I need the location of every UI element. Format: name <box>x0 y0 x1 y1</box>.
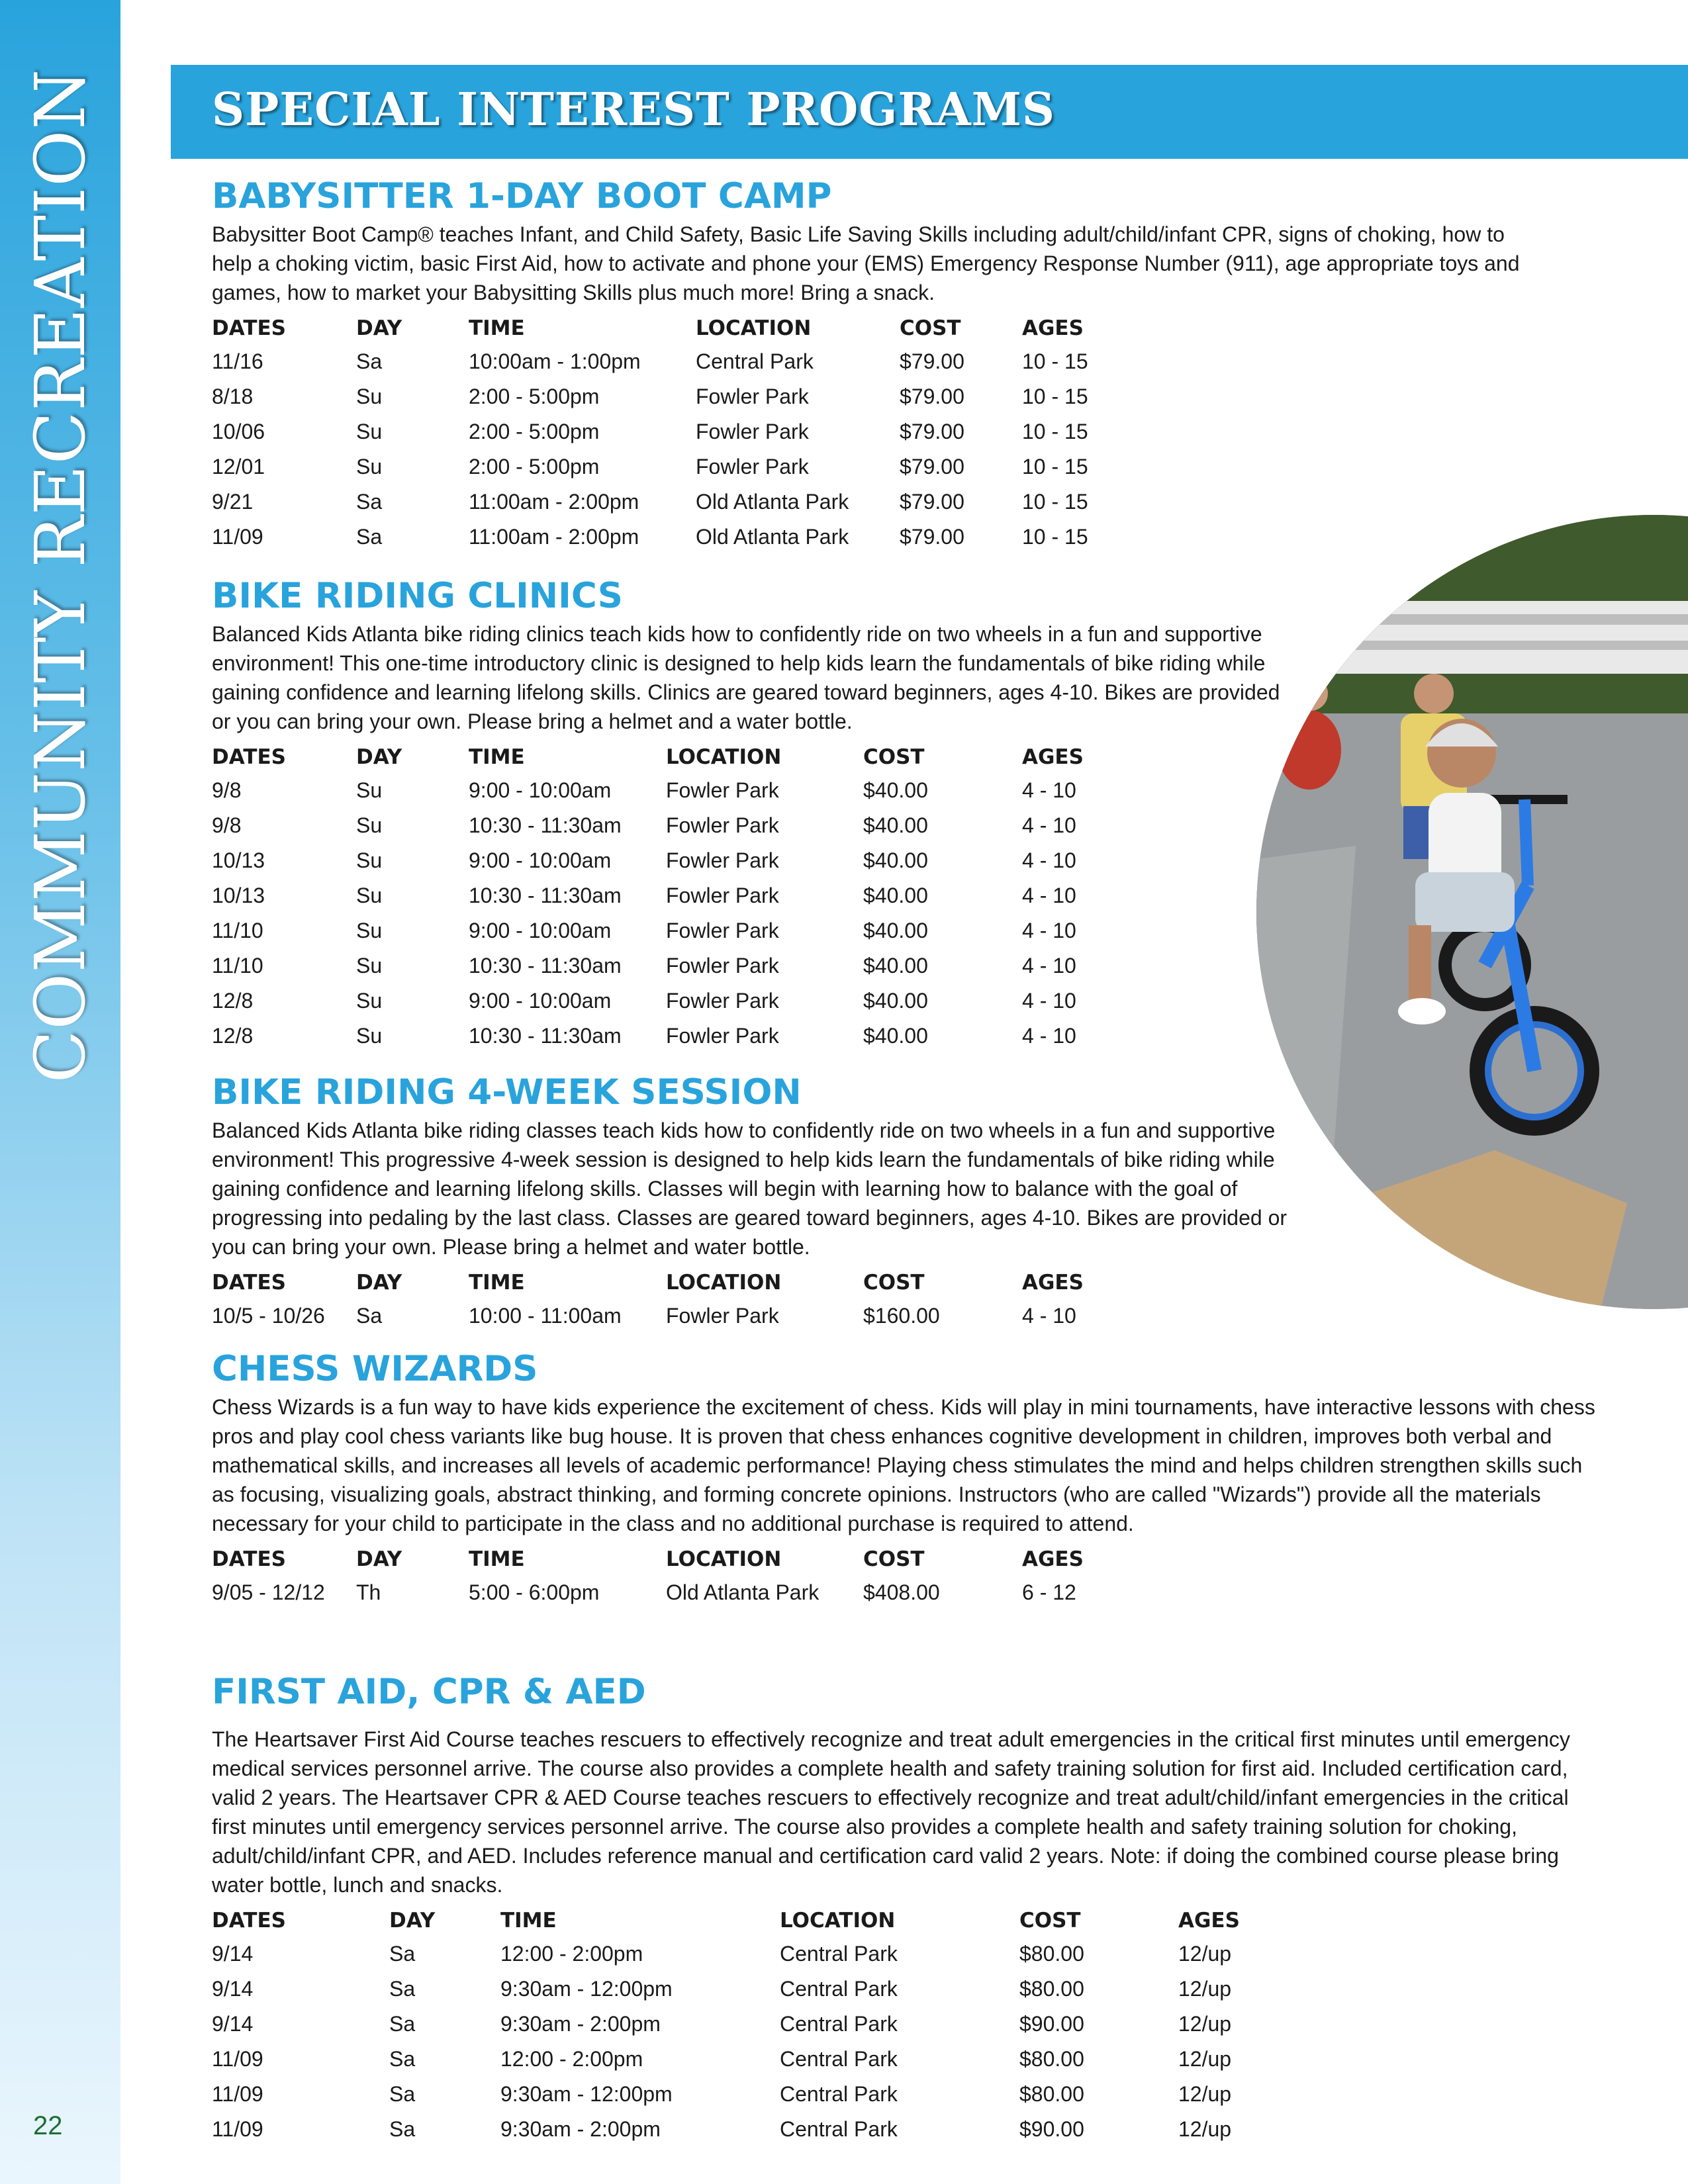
cell-time: 10:30 - 11:30am <box>469 884 622 907</box>
cell-day: Sa <box>389 2012 416 2036</box>
cell-cost: $40.00 <box>863 813 928 837</box>
header-ages: AGES <box>1022 316 1084 340</box>
header-day: DAY <box>356 1271 402 1295</box>
cell-location: Fowler Park <box>666 1304 779 1328</box>
cell-time: 12:00 - 2:00pm <box>500 1942 643 1966</box>
cell-location: Central Park <box>780 2082 898 2106</box>
bike-clinics-section <box>212 573 1297 1054</box>
cell-date: 9/14 <box>212 1977 254 2001</box>
header-ages: AGES <box>1022 1547 1084 1571</box>
cell-day: Sa <box>356 1304 383 1328</box>
header-dates: DATES <box>212 1909 286 1933</box>
header-time: TIME <box>469 1271 525 1295</box>
cell-location: Fowler Park <box>666 954 779 978</box>
cell-date: 10/13 <box>212 884 265 907</box>
cell-cost: $40.00 <box>863 989 928 1013</box>
table-header-row <box>212 312 1121 344</box>
header-cost: COST <box>863 1271 925 1295</box>
table-body <box>212 773 1121 1054</box>
cell-ages: 4 - 10 <box>1022 884 1076 907</box>
header-day: DAY <box>356 1547 402 1571</box>
table-row <box>212 843 1121 878</box>
cell-cost: $408.00 <box>863 1580 940 1604</box>
table-body <box>212 1575 1121 1610</box>
table-row <box>212 2007 1278 2042</box>
page-number: 22 <box>33 2111 63 2140</box>
cell-day: Sa <box>356 349 383 373</box>
cell-ages: 10 - 15 <box>1022 385 1088 408</box>
cell-day: Su <box>356 778 383 802</box>
cell-ages: 4 - 10 <box>1022 848 1076 872</box>
cell-time: 9:00 - 10:00am <box>469 919 612 942</box>
table-row <box>212 808 1121 843</box>
table-row <box>212 379 1121 414</box>
cell-date: 11/09 <box>212 2047 263 2071</box>
chess-section <box>212 1346 1595 1610</box>
header-time: TIME <box>469 316 525 340</box>
table-row <box>212 773 1121 808</box>
banner-title: SPECIAL INTEREST PROGRAMS <box>212 83 1055 136</box>
table-row <box>212 948 1121 983</box>
header-time: TIME <box>500 1909 557 1933</box>
first-aid-schedule-table <box>212 1905 1278 2147</box>
header-dates: DATES <box>212 1547 286 1571</box>
cell-location: Fowler Park <box>666 813 779 837</box>
cell-cost: $80.00 <box>1019 1977 1084 2001</box>
cell-day: Su <box>356 1024 383 1048</box>
cell-cost: $40.00 <box>863 1024 928 1048</box>
cell-location: Central Park <box>780 2012 898 2036</box>
cell-time: 9:30am - 12:00pm <box>500 1977 673 2001</box>
cell-cost: $40.00 <box>863 778 928 802</box>
table-row <box>212 878 1121 913</box>
cell-location: Fowler Park <box>696 420 809 443</box>
cell-cost: $80.00 <box>1019 2047 1084 2071</box>
cell-ages: 10 - 15 <box>1022 525 1088 549</box>
bike-clinics-title: BIKE RIDING CLINICS <box>212 576 623 616</box>
cell-date: 11/09 <box>212 525 263 549</box>
cell-date: 8/18 <box>212 385 254 408</box>
table-header-row <box>212 1267 1121 1298</box>
cell-date: 9/05 - 12/12 <box>212 1580 325 1604</box>
cell-cost: $79.00 <box>900 490 964 514</box>
cell-cost: $90.00 <box>1019 2117 1084 2141</box>
cell-time: 11:00am - 2:00pm <box>469 490 639 514</box>
cell-location: Central Park <box>780 2047 898 2071</box>
header-location: LOCATION <box>666 1547 782 1571</box>
cell-cost: $40.00 <box>863 954 928 978</box>
bike-session-schedule-table <box>212 1267 1121 1334</box>
cell-location: Fowler Park <box>666 919 779 942</box>
cell-ages: 4 - 10 <box>1022 919 1076 942</box>
cell-cost: $40.00 <box>863 848 928 872</box>
cell-time: 11:00am - 2:00pm <box>469 525 639 549</box>
chess-schedule-table <box>212 1543 1121 1610</box>
cell-date: 12/01 <box>212 455 265 478</box>
cell-date: 9/8 <box>212 778 242 802</box>
table-row <box>212 1936 1278 1972</box>
table-row <box>212 983 1121 1019</box>
cell-day: Su <box>356 455 383 478</box>
cell-time: 2:00 - 5:00pm <box>469 420 600 443</box>
header-location: LOCATION <box>696 316 812 340</box>
chess-title: CHESS WIZARDS <box>212 1349 538 1389</box>
header-dates: DATES <box>212 316 286 340</box>
sidebar <box>0 0 120 2184</box>
cell-ages: 12/up <box>1178 2047 1232 2071</box>
cell-ages: 4 - 10 <box>1022 1024 1076 1048</box>
header-location: LOCATION <box>780 1909 896 1933</box>
header-ages: AGES <box>1022 1271 1084 1295</box>
table-body <box>212 1298 1121 1334</box>
cell-date: 12/8 <box>212 989 254 1013</box>
cell-day: Th <box>356 1580 381 1604</box>
table-row <box>212 2042 1278 2077</box>
cell-ages: 4 - 10 <box>1022 1304 1076 1328</box>
sidebar-title: COMMUNITY RECREATION <box>20 68 101 1083</box>
cell-cost: $80.00 <box>1019 1942 1084 1966</box>
table-row <box>212 484 1121 520</box>
cell-date: 9/14 <box>212 1942 254 1966</box>
bike-photo-illustration <box>1256 515 1688 1309</box>
cell-date: 9/21 <box>212 490 254 514</box>
table-body <box>212 1936 1278 2147</box>
cell-ages: 4 - 10 <box>1022 989 1076 1013</box>
cell-ages: 12/up <box>1178 1977 1232 2001</box>
cell-ages: 4 - 10 <box>1022 813 1076 837</box>
cell-ages: 12/up <box>1178 2012 1232 2036</box>
cell-cost: $80.00 <box>1019 2082 1084 2106</box>
header-ages: AGES <box>1022 745 1084 769</box>
bike-session-title: BIKE RIDING 4-WEEK SESSION <box>212 1072 802 1113</box>
cell-location: Fowler Park <box>696 385 809 408</box>
bike-photo <box>1256 515 1688 1309</box>
chess-description: Chess Wizards is a fun way to have kids experience the excitement of chess. Kids will play in mini tournaments, have interactive lessons with chess pros and play cool chess variants like bug house. It is proven that chess enhances cognitive development in children, improves both verbal and mathematical skills, and increases all levels of academic performance! Playing chess stimulates the mind and helps children strengthen skills such as focusing, visualizing goals, abstract thinking, and forming concrete opinions. Instructors (who are called "Wizards") provide all the materials necessary for your child to participate in the class and no additional purchase is required to attend. <box>212 1395 1595 1535</box>
header-location: LOCATION <box>666 1271 782 1295</box>
cell-date: 12/8 <box>212 1024 254 1048</box>
cell-ages: 12/up <box>1178 1942 1232 1966</box>
cell-day: Sa <box>389 2082 416 2106</box>
cell-date: 10/13 <box>212 848 265 872</box>
cell-location: Fowler Park <box>696 455 809 478</box>
cell-day: Su <box>356 919 383 942</box>
cell-location: Old Atlanta Park <box>666 1580 820 1604</box>
cell-time: 9:00 - 10:00am <box>469 778 612 802</box>
table-row <box>212 1019 1121 1054</box>
cell-date: 11/09 <box>212 2117 263 2141</box>
cell-ages: 10 - 15 <box>1022 349 1088 373</box>
cell-time: 2:00 - 5:00pm <box>469 455 600 478</box>
cell-time: 10:00 - 11:00am <box>469 1304 622 1328</box>
table-header-row <box>212 1905 1278 1936</box>
table-header-row <box>212 1543 1121 1575</box>
table-row <box>212 520 1121 555</box>
cell-ages: 6 - 12 <box>1022 1580 1076 1604</box>
header-dates: DATES <box>212 1271 286 1295</box>
cell-cost: $79.00 <box>900 349 964 373</box>
cell-day: Sa <box>389 2047 416 2071</box>
cell-time: 12:00 - 2:00pm <box>500 2047 643 2071</box>
table-row <box>212 344 1121 379</box>
table-row <box>212 2112 1278 2147</box>
cell-location: Central Park <box>780 1942 898 1966</box>
cell-cost: $79.00 <box>900 525 964 549</box>
cell-day: Su <box>356 954 383 978</box>
first-aid-title: FIRST AID, CPR & AED <box>212 1672 646 1712</box>
table-row <box>212 1972 1278 2007</box>
table-header-row <box>212 741 1121 773</box>
cell-location: Old Atlanta Park <box>696 490 849 514</box>
cell-date: 11/10 <box>212 954 263 978</box>
bike-session-section <box>212 1069 1291 1334</box>
header-day: DAY <box>356 316 402 340</box>
cell-cost: $40.00 <box>863 919 928 942</box>
first-aid-description: The Heartsaver First Aid Course teaches rescuers to effectively recognize and treat adult emergencies in the critical first minutes until emergency medical services personnel arrive. The course also provides a complete health and safety training solution for first aid. Included certification card, valid 2 years. The Heartsaver CPR & AED Course teaches rescuers to effectively recognize and treat adult/child/infant emergencies in the critical first minutes until emergency services personnel arrive. The course also provides a complete health and safety training solution for choking, adult/child/infant CPR, and AED. Includes reference manual and certification card valid 2 years. Note: if doing the combined course please bring water bottle, lunch and snacks. <box>212 1727 1570 1897</box>
header-location: LOCATION <box>666 745 782 769</box>
cell-day: Sa <box>389 1942 416 1966</box>
babysitter-section <box>212 173 1536 555</box>
header-cost: COST <box>1019 1909 1081 1933</box>
table-body <box>212 344 1121 555</box>
cell-date: 11/10 <box>212 919 263 942</box>
header-ages: AGES <box>1178 1909 1240 1933</box>
cell-time: 10:30 - 11:30am <box>469 954 622 978</box>
cell-ages: 10 - 15 <box>1022 490 1088 514</box>
cell-time: 9:30am - 12:00pm <box>500 2082 673 2106</box>
cell-time: 2:00 - 5:00pm <box>469 385 600 408</box>
cell-date: 11/09 <box>212 2082 263 2106</box>
table-row <box>212 913 1121 948</box>
cell-date: 10/06 <box>212 420 265 443</box>
cell-cost: $79.00 <box>900 420 964 443</box>
cell-cost: $90.00 <box>1019 2012 1084 2036</box>
header-day: DAY <box>389 1909 436 1933</box>
cell-cost: $79.00 <box>900 385 964 408</box>
header-time: TIME <box>469 745 525 769</box>
table-row <box>212 2077 1278 2112</box>
header-cost: COST <box>900 316 961 340</box>
cell-location: Fowler Park <box>666 778 779 802</box>
cell-ages: 12/up <box>1178 2082 1232 2106</box>
cell-day: Su <box>356 884 383 907</box>
cell-location: Fowler Park <box>666 989 779 1013</box>
cell-day: Sa <box>356 525 383 549</box>
cell-cost: $79.00 <box>900 455 964 478</box>
cell-ages: 10 - 15 <box>1022 455 1088 478</box>
cell-location: Fowler Park <box>666 1024 779 1048</box>
cell-location: Fowler Park <box>666 848 779 872</box>
cell-location: Central Park <box>780 2117 898 2141</box>
cell-day: Su <box>356 420 383 443</box>
cell-time: 9:30am - 2:00pm <box>500 2012 661 2036</box>
bike-clinics-description: Balanced Kids Atlanta bike riding clinics teach kids how to confidently ride on two wheels in a fun and supportive environment! This one-time introductory clinic is designed to help kids learn the fundamentals of bike riding while gaining confidence and learning lifelong skills. Clinics are geared toward beginners, ages 4-10. Bikes are provided or you can bring your own. Please bring a helmet and a water bottle. <box>212 622 1280 733</box>
babysitter-description: Babysitter Boot Camp® teaches Infant, and Child Safety, Basic Life Saving Skills including adult/child/infant CPR, signs of choking, how to help a choking victim, basic First Aid, how to activate and phone your (EMS) Emergency Response Number (911), age appropriate toys and games, how to market your Babysitting Skills plus much more! Bring a snack. <box>212 222 1520 304</box>
cell-cost: $160.00 <box>863 1304 940 1328</box>
header-dates: DATES <box>212 745 286 769</box>
cell-day: Su <box>356 385 383 408</box>
cell-ages: 4 - 10 <box>1022 954 1076 978</box>
cell-time: 5:00 - 6:00pm <box>469 1580 600 1604</box>
babysitter-schedule-table <box>212 312 1121 555</box>
bike-session-description: Balanced Kids Atlanta bike riding classes teach kids how to confidently ride on two wheels in a fun and supportive environment! This progressive 4-week session is designed to help kids learn the fundamentals of bike riding while gaining confidence and learning lifelong skills. Classes will begin with learning how to balance with the goal of progressing into pedaling by the last class. Classes are geared toward beginners, ages 4-10. Bikes are provided or you can bring your own. Please bring a helmet and water bottle. <box>212 1118 1288 1259</box>
cell-location: Central Park <box>696 349 814 373</box>
cell-date: 10/5 - 10/26 <box>212 1304 325 1328</box>
header-cost: COST <box>863 1547 925 1571</box>
cell-location: Old Atlanta Park <box>696 525 849 549</box>
cell-location: Central Park <box>780 1977 898 2001</box>
table-row <box>212 1298 1121 1334</box>
cell-date: 11/16 <box>212 349 263 373</box>
section-banner <box>171 65 1688 159</box>
cell-time: 10:00am - 1:00pm <box>469 349 641 373</box>
cell-time: 10:30 - 11:30am <box>469 1024 622 1048</box>
cell-day: Sa <box>356 490 383 514</box>
cell-time: 10:30 - 11:30am <box>469 813 622 837</box>
cell-time: 9:00 - 10:00am <box>469 848 612 872</box>
cell-cost: $40.00 <box>863 884 928 907</box>
cell-ages: 12/up <box>1178 2117 1232 2141</box>
header-day: DAY <box>356 745 402 769</box>
header-cost: COST <box>863 745 925 769</box>
cell-date: 9/8 <box>212 813 242 837</box>
table-row <box>212 414 1121 449</box>
cell-day: Sa <box>389 2117 416 2141</box>
header-time: TIME <box>469 1547 525 1571</box>
cell-ages: 10 - 15 <box>1022 420 1088 443</box>
cell-time: 9:30am - 2:00pm <box>500 2117 661 2141</box>
cell-day: Su <box>356 848 383 872</box>
cell-ages: 4 - 10 <box>1022 778 1076 802</box>
table-row <box>212 449 1121 484</box>
cell-day: Sa <box>389 1977 416 2001</box>
cell-day: Su <box>356 813 383 837</box>
first-aid-section <box>212 1669 1595 2147</box>
cell-location: Fowler Park <box>666 884 779 907</box>
bike-clinics-schedule-table <box>212 741 1121 1054</box>
babysitter-title: BABYSITTER 1-DAY BOOT CAMP <box>212 176 832 216</box>
cell-date: 9/14 <box>212 2012 254 2036</box>
cell-day: Su <box>356 989 383 1013</box>
cell-time: 9:00 - 10:00am <box>469 989 612 1013</box>
table-row <box>212 1575 1121 1610</box>
